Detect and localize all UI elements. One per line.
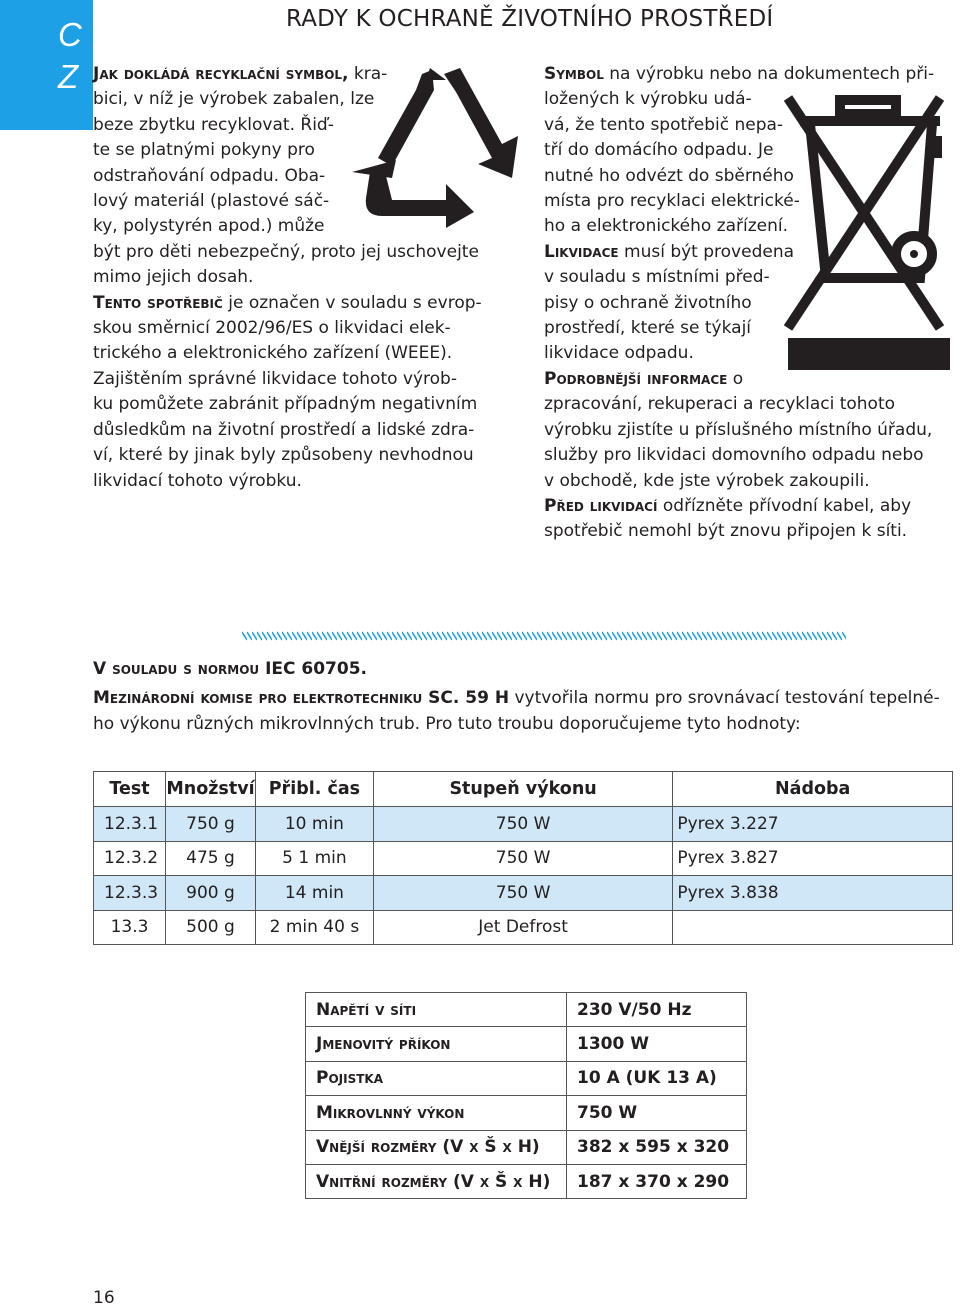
table-cell: 14 min: [255, 876, 373, 911]
column-header: Přibl. čas: [255, 772, 373, 807]
spec-label: Pojistka: [306, 1061, 567, 1095]
spec-value: 10 A (UK 13 A): [567, 1061, 747, 1095]
disposal-lead: Likvidace: [544, 241, 619, 262]
text-segment: vytvořila normu pro srovnávací testování tepelné-: [509, 688, 940, 709]
norm-title: V souladu s normou IEC 60705.: [93, 659, 368, 679]
recycle-lead: Jak dokládá recyklační symbol,: [93, 64, 349, 84]
spec-label: Napětí v síti: [306, 993, 567, 1027]
symbol-lead: Symbol: [544, 64, 604, 84]
table-cell: 13.3: [94, 910, 166, 945]
table-row: [306, 1164, 747, 1198]
commission-lead: Mezinárodní komise pro elektrotechniku SC. 59 H: [93, 688, 510, 709]
text-line: místa pro recyklaci elektrické-: [544, 191, 800, 212]
column-header: Test: [94, 772, 166, 807]
text-line: důsledkům na životní prostředí a lidské zdra-: [93, 419, 475, 440]
table-row: [306, 1130, 747, 1164]
text-line: skou směrnicí 2002/96/ES o likvidaci elek-: [93, 318, 451, 339]
appliance-lead: Tento spotřebič: [93, 292, 223, 313]
text-line: ví, které by jinak byly způsobeny nevhodnou: [93, 445, 474, 466]
column-header: Nádoba: [673, 772, 953, 807]
table-row: [306, 993, 747, 1027]
text-line: [544, 494, 954, 519]
table-cell: 475 g: [165, 841, 255, 876]
table-header-row: [94, 772, 953, 807]
text-line: služby pro likvidaci domovního odpadu nebo: [544, 445, 924, 466]
table-cell: 750 W: [373, 807, 673, 842]
column-header: Stupeň výkonu: [373, 772, 673, 807]
text-line: [544, 240, 954, 265]
table-row: [306, 1096, 747, 1130]
table-cell: 500 g: [165, 910, 255, 945]
wave-separator-icon: [242, 630, 846, 642]
table-row: [94, 910, 953, 945]
more-info-lead: Podrobnější informace: [544, 368, 728, 389]
language-letter-z: Z: [58, 58, 79, 95]
table-cell: 12.3.2: [94, 841, 166, 876]
text-line: výrobku zjistíte u příslušného místního úřadu,: [544, 419, 933, 440]
text-line: [544, 62, 954, 87]
text-line: v souladu s místními před-: [544, 267, 770, 288]
text-line: v obchodě, kde jste výrobek zakoupili.: [544, 470, 870, 491]
table-cell: 750 W: [373, 876, 673, 911]
text-line: odstraňování odpadu. Oba-: [93, 165, 326, 186]
language-letter-c: C: [58, 16, 82, 53]
table-row: [94, 807, 953, 842]
text-line: likvidací tohoto výrobku.: [93, 470, 302, 491]
before-disposal-lead: Před likvidací: [544, 495, 658, 516]
table-cell: 12.3.3: [94, 876, 166, 911]
text-line: prostředí, které se týkají: [544, 318, 752, 339]
text-line: být pro děti nebezpečný, proto jej uschovejte: [93, 241, 479, 262]
spec-label: Mikrovlnný výkon: [306, 1096, 567, 1130]
spec-value: 750 W: [567, 1096, 747, 1130]
table-cell: 5 1 min: [255, 841, 373, 876]
test-values-table: [93, 771, 953, 945]
language-tab: [0, 0, 93, 130]
text-line: trického a elektronického zařízení (WEEE).: [93, 343, 453, 364]
text-line: ky, polystyrén apod.) může: [93, 216, 325, 237]
text-segment: odřízněte přívodní kabel, aby: [657, 495, 912, 516]
text-line: likvidace odpadu.: [544, 343, 694, 364]
table-cell: Pyrex 3.227: [673, 807, 953, 842]
specifications-table: [305, 992, 747, 1199]
spec-value: 230 V/50 Hz: [567, 993, 747, 1027]
table-cell: [673, 910, 953, 945]
spec-label: Vnitřní rozměry (V x Š x H): [306, 1164, 567, 1198]
table-cell: Pyrex 3.827: [673, 841, 953, 876]
text-segment: o: [727, 368, 744, 389]
text-line: mimo jejich dosah.: [93, 267, 254, 288]
text-segment: je označen v souladu s evrop-: [222, 292, 482, 313]
text-line: pisy o ochraně životního: [544, 292, 752, 313]
table-row: [94, 841, 953, 876]
page-number: 16: [93, 1288, 115, 1308]
text-line: nutné ho odvézt do sběrného: [544, 165, 794, 186]
text-segment: kra-: [348, 64, 388, 84]
text-line: [544, 367, 954, 392]
table-cell: Pyrex 3.838: [673, 876, 953, 911]
text-line: vá, že tento spotřebič nepa-: [544, 114, 784, 135]
text-line: lový materiál (plastové sáč-: [93, 191, 330, 212]
text-line: Zajištěním správné likvidace tohoto výrob-: [93, 368, 457, 389]
spec-value: 1300 W: [567, 1027, 747, 1061]
text-segment: na výrobku nebo na dokumentech při-: [603, 64, 935, 84]
table-cell: 750 g: [165, 807, 255, 842]
norm-section: [93, 657, 953, 737]
disposal-text-right: [544, 62, 954, 545]
text-line: bici, v níž je výrobek zabalen, lze: [93, 89, 375, 110]
column-header: Množství: [165, 772, 255, 807]
text-segment: musí být provedena: [618, 241, 795, 262]
table-cell: 12.3.1: [94, 807, 166, 842]
text-line: ku pomůžete zabránit případným negativním: [93, 394, 478, 415]
text-line: [93, 686, 953, 711]
text-line: beze zbytku recyklovat. Řiď-: [93, 114, 334, 135]
text-line: [93, 62, 513, 87]
table-cell: 10 min: [255, 807, 373, 842]
table-row: [306, 1027, 747, 1061]
text-line: [93, 291, 513, 316]
table-row: [306, 1061, 747, 1095]
spec-label: Vnější rozměry (V x Š x H): [306, 1130, 567, 1164]
table-cell: 2 min 40 s: [255, 910, 373, 945]
text-line: ho a elektronického zařízení.: [544, 216, 789, 237]
text-line: zpracování, rekuperaci a recyklaci tohoto: [544, 394, 896, 415]
text-line: spotřebič nemohl být znovu připojen k síti.: [544, 521, 908, 542]
spec-value: 382 x 595 x 320: [567, 1130, 747, 1164]
table-row: [94, 876, 953, 911]
spec-value: 187 x 370 x 290: [567, 1164, 747, 1198]
table-cell: 900 g: [165, 876, 255, 911]
recycling-text-left: [93, 62, 513, 494]
table-cell: Jet Defrost: [373, 910, 673, 945]
text-line: ho výkonu různých mikrovlnných trub. Pro tuto troubu doporučujeme tyto hodnoty:: [93, 713, 801, 734]
text-line: ložených k výrobku udá-: [544, 89, 752, 110]
page-title: RADY K OCHRANĚ ŽIVOTNÍHO PROSTŘEDÍ: [286, 6, 774, 32]
text-line: te se platnými pokyny pro: [93, 140, 315, 161]
spec-label: Jmenovitý příkon: [306, 1027, 567, 1061]
table-cell: 750 W: [373, 841, 673, 876]
text-line: tří do domácího odpadu. Je: [544, 140, 774, 161]
